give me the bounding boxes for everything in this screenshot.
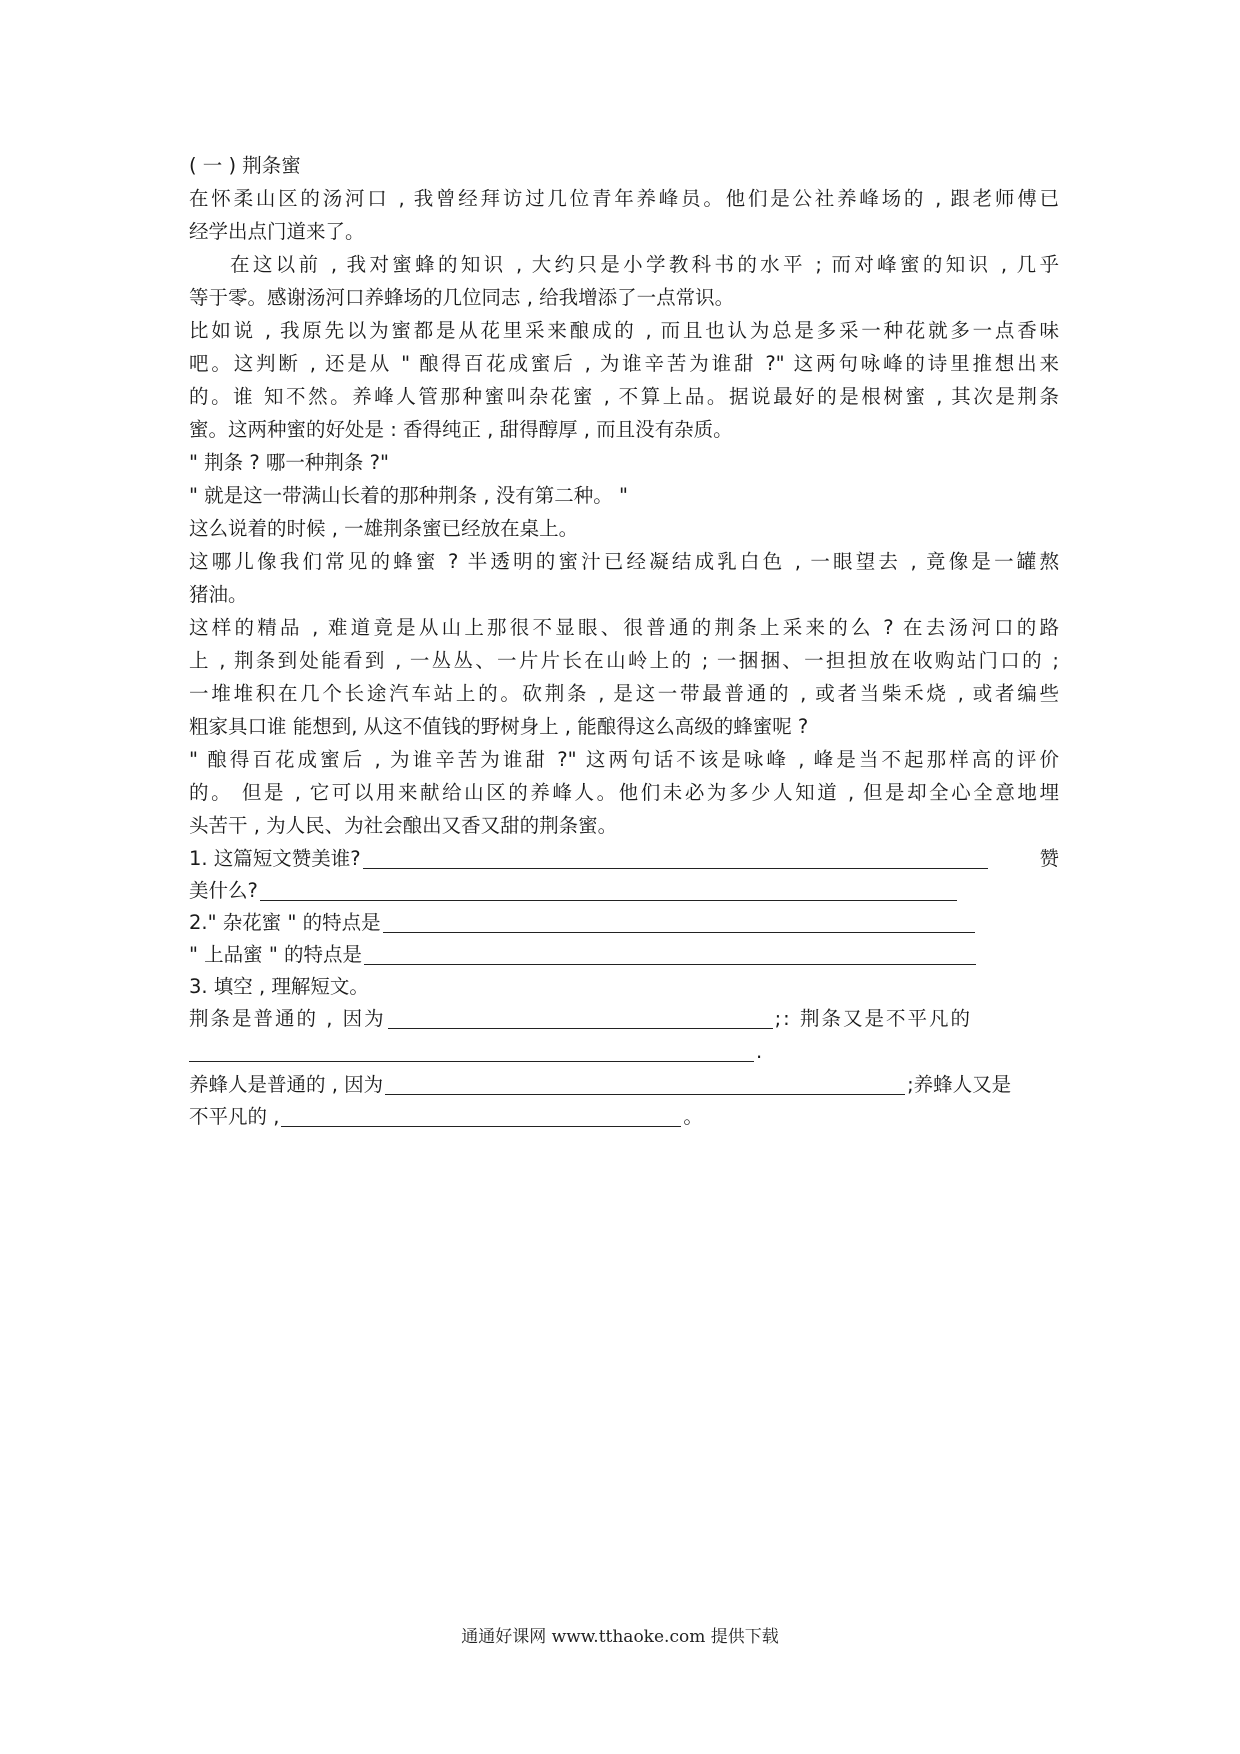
question-3a (189, 1003, 1059, 1035)
question-3a-suffix: ;: 荆条又是不平凡的 (774, 1007, 972, 1030)
footer-credit: 通通好课网 www.tthaoke.com 提供下载 (461, 1627, 779, 1647)
question-1-label: 1. 这篇短文赞美谁? (189, 847, 361, 870)
question-1 (189, 843, 1059, 875)
answer-blank-3b[interactable] (385, 1074, 905, 1095)
passage-line: 粗家具口谁 能想到, 从这不值钱的野树身上 , 能酿得这么高级的蜂蜜呢 ? (189, 715, 809, 738)
passage-line: 头苦干 , 为人民、为社会酿出又香又甜的荆条蜜。 (189, 814, 618, 837)
question-3b-line2 (189, 1101, 1059, 1133)
question-3b-label: 养蜂人是普通的 , 因为 (189, 1073, 384, 1096)
passage-line: 比如说 , 我原先以为蜜都是从花里采来酿成的 , 而且也认为总是多采一种花就多一点香味 (189, 319, 1059, 342)
passage-line: 这哪儿像我们常见的蜂蜜 ? 半透明的蜜汁已经凝结成乳白色 , 一眼望去 , 竟像是一罐熬 (189, 550, 1059, 573)
answer-blank-1b[interactable] (260, 880, 957, 901)
passage-line: " 就是这一带满山长着的那种荆条 , 没有第二种。 " (189, 484, 628, 507)
passage-line: 等于零。感谢汤河口养蜂场的几位同志 , 给我增添了一点常识。 (189, 286, 735, 309)
passage-line: 经学出点门道来了。 (189, 220, 365, 243)
passage-line: 猪油。 (189, 583, 248, 606)
question-2b (189, 939, 1059, 971)
answer-blank-2b[interactable] (364, 944, 976, 965)
passage-line: " 荆条 ? 哪一种荆条 ?" (189, 451, 389, 474)
answer-blank-2a[interactable] (383, 912, 975, 933)
question-3b (189, 1069, 1059, 1101)
passage-line: 的。 但是 , 它可以用来献给山区的养峰人。他们未必为多少人知道 , 但是却全心全意地埋 (189, 781, 1059, 804)
question-3a-end: . (756, 1040, 763, 1063)
question-3a-label: 荆条是普通的 , 因为 (189, 1007, 386, 1030)
passage-line: 这样的精品 , 难道竟是从山上那很不显眼、很普通的荆条上采来的么 ? 在去汤河口的路 (189, 616, 1059, 639)
answer-blank-3a[interactable] (388, 1008, 773, 1029)
question-1-label2: 美什么? (189, 879, 258, 902)
passage-line: 的。谁 知不然。养峰人管那种蜜叫杂花蜜 , 不算上品。据说最好的是根树蜜 , 其次是荆条 (189, 385, 1059, 408)
passage-line: 这么说着的时候 , 一雄荆条蜜已经放在桌上。 (189, 517, 579, 540)
section-title: ( 一 ) 荆条蜜 (189, 154, 301, 177)
passage-line: 在这以前 , 我对蜜蜂的知识 , 大约只是小学教科书的水平 ; 而对峰蜜的知识 , 几乎 (230, 253, 1059, 276)
question-2b-label: " 上品蜜 " 的特点是 (189, 943, 363, 966)
question-3b-cont: 不平凡的 , (189, 1105, 280, 1128)
passage-line: " 酿得百花成蜜后 , 为谁辛苦为谁甜 ?" 这两句话不该是咏峰 , 峰是当不起那样高的评价 (189, 748, 1059, 771)
passage-line: 蜜。这两种蜜的好处是 : 香得纯正 , 甜得醇厚 , 而且没有杂质。 (189, 418, 733, 441)
question-2-label: 2." 杂花蜜 " 的特点是 (189, 911, 381, 934)
question-2 (189, 907, 1059, 939)
question-1-cont: 赞 (1039, 847, 1059, 870)
passage-line: 吧。这判断 , 还是从 " 酿得百花成蜜后 , 为谁辛苦为谁甜 ?" 这两句咏峰的诗里推想出来 (189, 352, 1059, 375)
answer-blank-3b2[interactable] (281, 1106, 681, 1127)
question-3a-line2 (189, 1036, 1059, 1068)
passage-line: 上 , 荆条到处能看到 , 一丛丛、一片片长在山岭上的 ; 一捆捆、一担担放在收购站门口的 ; (189, 649, 1059, 672)
answer-blank-3a2[interactable] (189, 1041, 754, 1062)
question-3-label: 3. 填空 , 理解短文。 (189, 975, 369, 998)
passage-line: 在怀柔山区的汤河口 , 我曾经拜访过几位青年养峰员。他们是公社养峰场的 , 跟老师傅已 (189, 187, 1059, 210)
question-1-line2 (189, 875, 1059, 907)
question-3b-suffix: ;养蜂人又是 (907, 1073, 1012, 1096)
answer-blank-1a[interactable] (363, 848, 988, 869)
passage-line: 一堆堆积在几个长途汽车站上的。砍荆条 , 是这一带最普通的 , 或者当柴禾烧 , 或者编些 (189, 682, 1059, 705)
question-3b-end: 。 (683, 1105, 703, 1128)
